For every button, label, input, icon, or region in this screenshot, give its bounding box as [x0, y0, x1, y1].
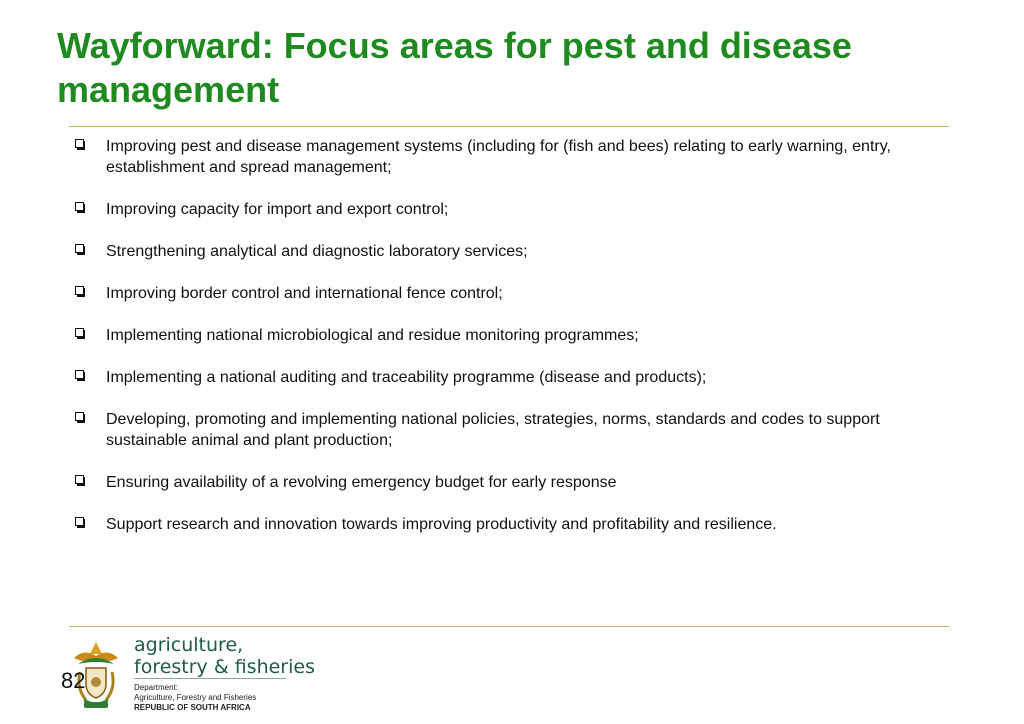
- list-item: [74, 136, 954, 178]
- bullet-list: [74, 136, 954, 556]
- brand-underline: [134, 678, 286, 679]
- department-block: [134, 683, 256, 713]
- hollow-square-icon: [75, 139, 86, 150]
- hollow-square-icon: [75, 202, 86, 213]
- list-item: [74, 367, 954, 388]
- list-item: [74, 472, 954, 493]
- bottom-divider: [69, 626, 949, 627]
- hollow-square-icon: [75, 412, 86, 423]
- bullet-text: Implementing a national auditing and traceability programme (disease and products);: [106, 369, 707, 386]
- bullet-text: Improving pest and disease management systems (including for (fish and bees) relating to early warning, entry, establishment and spread management;: [106, 138, 891, 176]
- brand-line-2: forestry & fisheries: [134, 656, 315, 678]
- bullet-text: Improving border control and international fence control;: [106, 285, 503, 302]
- hollow-square-icon: [75, 370, 86, 381]
- page-number: 82: [61, 668, 86, 693]
- bullet-text: Improving capacity for import and export control;: [106, 201, 449, 218]
- list-item: [74, 241, 954, 262]
- dept-label: Department:: [134, 683, 179, 692]
- list-item: [74, 409, 954, 451]
- bullet-text: Ensuring availability of a revolving emergency budget for early response: [106, 474, 617, 491]
- bullet-text: Support research and innovation towards improving productivity and profitability and resilience.: [106, 516, 777, 533]
- brand-line-1: agriculture,: [134, 634, 244, 656]
- list-item: [74, 325, 954, 346]
- bullet-text: Strengthening analytical and diagnostic laboratory services;: [106, 243, 528, 260]
- slide-title: Wayforward: Focus areas for pest and disease management: [57, 25, 852, 110]
- hollow-square-icon: [75, 517, 86, 528]
- dept-name: Agriculture, Forestry and Fisheries: [134, 693, 257, 702]
- hollow-square-icon: [75, 244, 86, 255]
- hollow-square-icon: [75, 475, 86, 486]
- bullet-text: Implementing national microbiological and residue monitoring programmes;: [106, 327, 639, 344]
- brand-name: [134, 634, 315, 678]
- hollow-square-icon: [75, 286, 86, 297]
- list-item: [74, 514, 954, 535]
- country-name: REPUBLIC OF SOUTH AFRICA: [134, 703, 251, 712]
- top-divider: [69, 126, 949, 127]
- bullet-text: Developing, promoting and implementing national policies, strategies, norms, standards and codes to support sustainable animal and plant production;: [106, 411, 880, 449]
- list-item: [74, 283, 954, 304]
- hollow-square-icon: [75, 328, 86, 339]
- list-item: [74, 199, 954, 220]
